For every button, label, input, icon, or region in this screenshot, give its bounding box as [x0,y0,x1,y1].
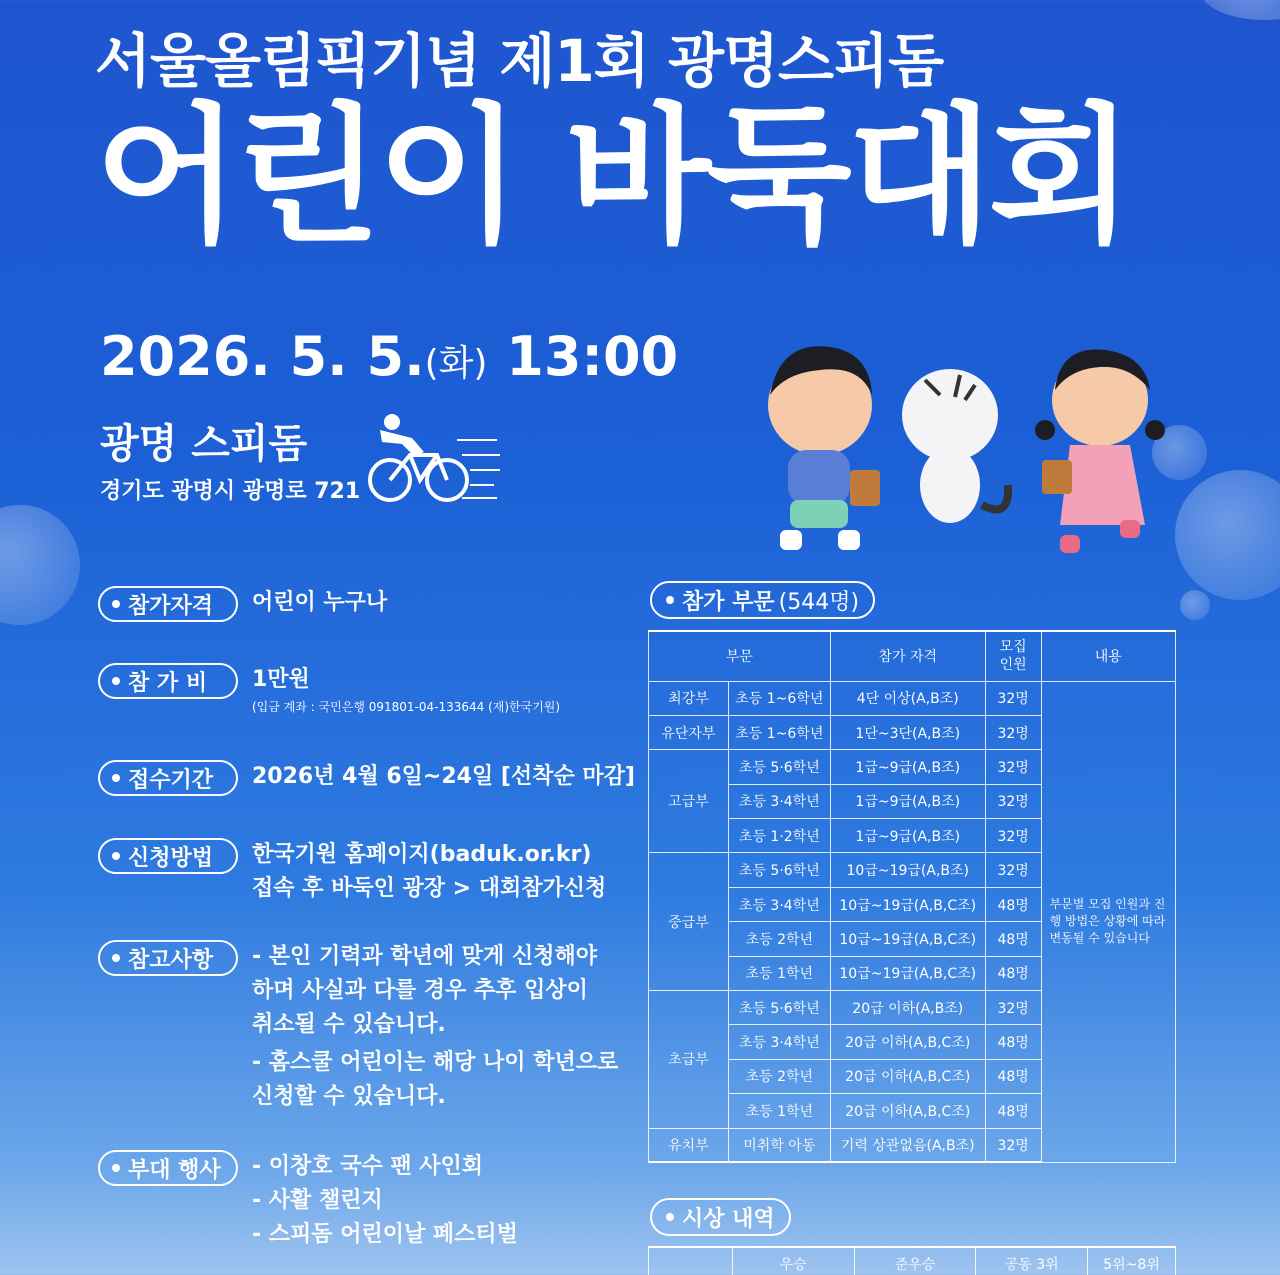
division-qual: 20급 이하(A,B조) [830,991,985,1025]
division-count: 48명 [985,1059,1041,1093]
division-count: 32명 [985,750,1041,784]
bank-account-note: (입금 계좌 : 국민은행 091801-04-133644 (재)한국기원) [252,700,561,714]
event-date-main: 2026. 5. 5. [100,325,425,388]
division-count: 32명 [985,681,1041,715]
table-header: 모집 인원 [985,631,1041,681]
poster-subtitle: 서울올림픽기념 제1회 광명스피돔 [95,27,944,95]
poster-title: 어린이 바둑대회 [95,90,1130,264]
table-header: 5위~8위 [1088,1247,1176,1275]
event-date [100,325,678,388]
division-grade: 초등 3·4학년 [728,1025,830,1059]
table-row [649,681,1176,715]
division-grade: 미취학 아동 [728,1128,830,1162]
info-label: 참고사항 [98,940,238,976]
division-qual: 1급~9급(A,B조) [830,750,985,784]
division-table [648,630,1176,1163]
division-qual: 10급~19급(A,B조) [830,853,985,887]
decorative-bubble [0,505,80,625]
table-header: 내용 [1041,631,1175,681]
division-count: 48명 [985,956,1041,990]
table-header: 준우승 [854,1247,976,1275]
division-count: 32명 [985,715,1041,749]
division-qual: 기력 상관없음(A,B조) [830,1128,985,1162]
info-value: - 본인 기력과 학년에 맞게 신청해야 하며 사실과 다를 경우 추후 입상이 취소될 수 있습니다. - 홈스쿨 어린이는 해당 나이 학년으로 신청할 수 있습니다. [252,944,619,1109]
division-qual: 20급 이하(A,B,C조) [830,1094,985,1128]
division-qual: 4단 이상(A,B조) [830,681,985,715]
division-count: 32명 [985,853,1041,887]
info-label: 참 가 비 [98,663,238,699]
info-label: 접수기간 [98,760,238,796]
division-grade: 초등 5·6학년 [728,750,830,784]
table-header: 참가 자격 [830,631,985,681]
event-venue: 광명 스피돔 [100,421,308,467]
division-grade: 초등 1~6학년 [728,681,830,715]
decorative-bubble [1180,590,1210,620]
info-value: - 이창호 국수 팬 사인회 - 사활 챌린지 - 스피돔 어린이날 페스티벌 [252,1154,518,1247]
bicycle-rider-icon [362,410,502,505]
division-grade: 초등 1·2학년 [728,819,830,853]
info-value: 어린이 누구나 [252,590,388,615]
division-qual: 20급 이하(A,B,C조) [830,1059,985,1093]
division-qual: 10급~19급(A,B,C조) [830,887,985,921]
division-count: 32명 [985,991,1041,1025]
info-value: 한국기원 홈페이지(baduk.or.kr) 접속 후 바둑인 광장 > 대회참가신청 [252,842,607,901]
event-date-day: (화) [424,343,488,384]
division-qual: 1급~9급(A,B조) [830,784,985,818]
division-qual: 1단~3단(A,B조) [830,715,985,749]
table-header: 부문 [649,631,831,681]
division-name: 중급부 [649,853,729,991]
division-qual: 1급~9급(A,B조) [830,819,985,853]
division-name: 초급부 [649,991,729,1129]
division-name: 유단자부 [649,715,729,749]
info-row-notes [98,940,618,1114]
division-grade: 초등 1학년 [728,1094,830,1128]
info-label: 참가자격 [98,586,238,622]
division-count: 32명 [985,819,1041,853]
division-grade: 초등 1학년 [728,956,830,990]
division-note: 부문별 모집 인원과 진행 방법은 상황에 따라 변동될 수 있습니다 [1041,681,1175,1162]
division-grade: 초등 5·6학년 [728,853,830,887]
table-header [649,1247,733,1275]
division-section-label: 참가 부문 (544명) [650,581,875,619]
info-row-side-events [98,1150,518,1252]
division-count: 32명 [985,1128,1041,1162]
info-row-application-method [98,838,606,906]
division-grade: 초등 2학년 [728,922,830,956]
division-name: 최강부 [649,681,729,715]
division-grade: 초등 3·4학년 [728,887,830,921]
division-grade: 초등 3·4학년 [728,784,830,818]
awards-section-label: 시상 내역 [650,1198,791,1236]
division-count: 48명 [985,887,1041,921]
division-count: 48명 [985,1025,1041,1059]
event-time: 13:00 [506,325,679,388]
event-address: 경기도 광명시 광명로 721 [100,479,361,504]
division-count: 32명 [985,784,1041,818]
division-qual: 20급 이하(A,B,C조) [830,1025,985,1059]
table-header: 우승 [732,1247,854,1275]
info-row-eligibility [98,586,387,622]
info-value: 1만원 (입금 계좌 : 국민은행 091801-04-133644 (재)한국기원) [252,663,560,717]
decorative-bubble [1175,470,1280,600]
decorative-bubble [1200,0,1280,20]
info-label: 부대 행사 [98,1150,238,1186]
info-row-fee [98,663,560,717]
division-qual: 10급~19급(A,B,C조) [830,956,985,990]
division-qual: 10급~19급(A,B,C조) [830,922,985,956]
division-name: 고급부 [649,750,729,853]
division-grade: 초등 1~6학년 [728,715,830,749]
table-header: 공동 3위 [976,1247,1088,1275]
division-name: 유치부 [649,1128,729,1162]
division-count: 48명 [985,922,1041,956]
division-grade: 초등 5·6학년 [728,991,830,1025]
info-row-registration-period [98,760,635,796]
awards-table [648,1246,1176,1275]
division-grade: 초등 2학년 [728,1059,830,1093]
info-value: 2026년 4월 6일~24일 [선착순 마감] [252,764,635,789]
division-count: 48명 [985,1094,1041,1128]
children-tiger-mascot [760,335,1180,565]
info-label: 신청방법 [98,838,238,874]
